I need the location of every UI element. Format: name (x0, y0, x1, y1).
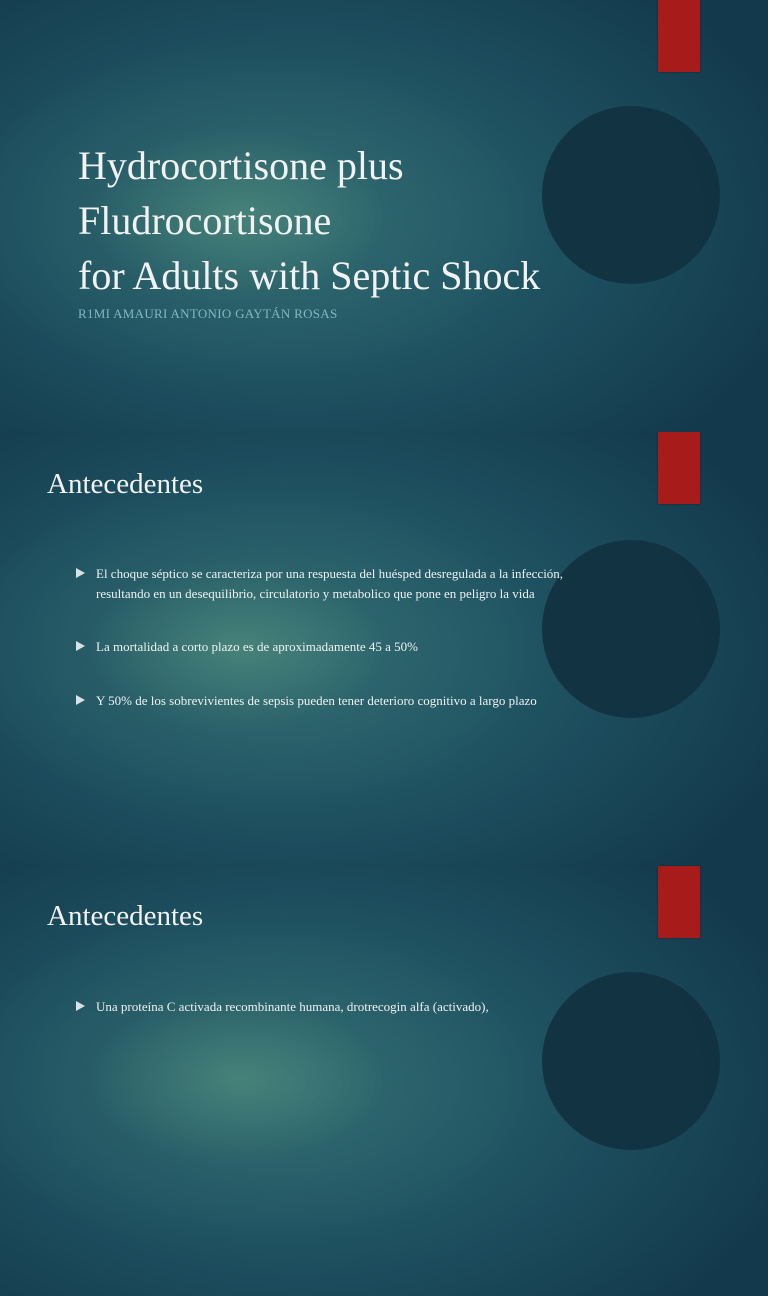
bullet-arrow-icon (76, 568, 85, 578)
title-line-3: for Adults with Septic Shock (78, 253, 541, 298)
title-line-1: Hydrocortisone plus (78, 143, 404, 188)
bullet-arrow-icon (76, 1001, 85, 1011)
bullet-text: La mortalidad a corto plazo es de aproximadamente 45 a 50% (96, 639, 418, 654)
slide-heading: Antecedentes (47, 468, 204, 500)
red-accent-bar (658, 866, 700, 938)
slide-3 (0, 864, 768, 1296)
bullet-text: Una proteína C activada recombinante humana, drotrecogin alfa (activado), (96, 999, 489, 1014)
slide-title (78, 138, 540, 303)
decorative-circle (542, 106, 720, 284)
slide-subtitle-author: R1MI AMAURI ANTONIO GAYTÁN ROSAS (78, 306, 338, 321)
slide-1 (0, 0, 768, 432)
list-item (76, 997, 616, 1017)
red-accent-bar (658, 0, 700, 72)
bullet-arrow-icon (76, 641, 85, 651)
list-item (76, 691, 616, 711)
bullet-text: Y 50% de los sobrevivientes de sepsis pueden tener deterioro cognitivo a largo plazo (96, 692, 537, 708)
bullet-text: El choque séptico se caracteriza por una respuesta del huésped desregulada a la infección, resultando en un desequilibrio, circulatorio y metabolico que pone en peligro la vida (96, 566, 564, 601)
list-item (76, 637, 616, 657)
red-accent-bar (658, 432, 700, 504)
bullet-arrow-icon (76, 695, 85, 705)
slide-heading: Antecedentes (47, 900, 204, 932)
bullet-list (76, 564, 616, 744)
slide-2 (0, 432, 768, 864)
title-line-2: Fludrocortisone (78, 198, 332, 243)
list-item (76, 564, 616, 603)
